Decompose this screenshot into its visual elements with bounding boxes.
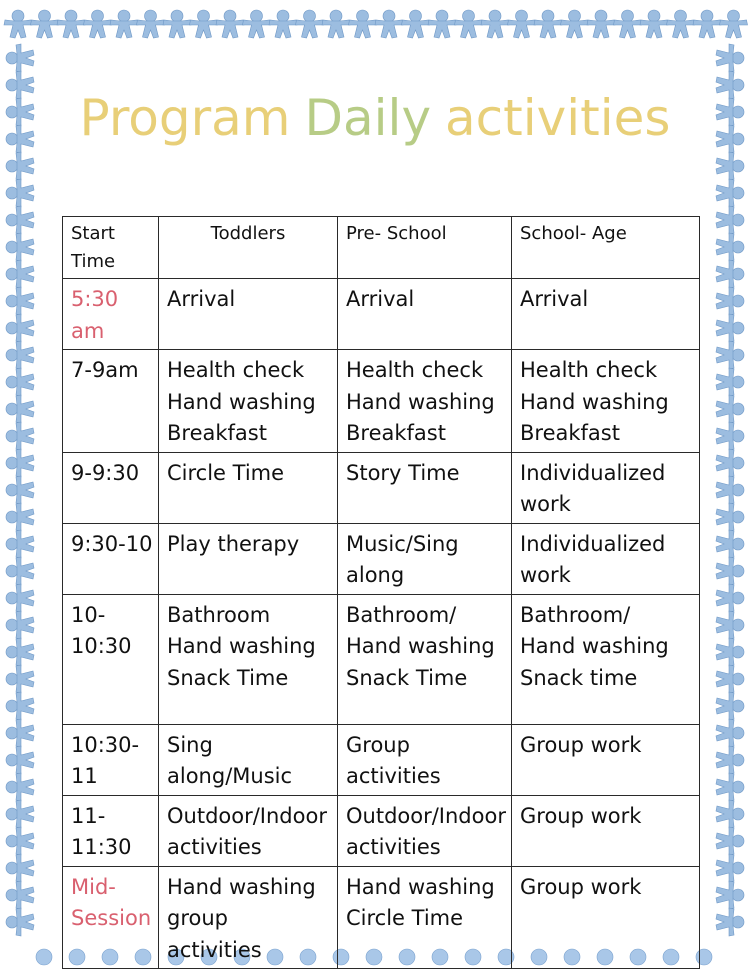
gingerbread-figure: [6, 746, 34, 774]
gingerbread-figure: [6, 422, 34, 450]
table-row: [63, 724, 700, 795]
gingerbread-figure: [716, 152, 744, 180]
gingerbread-figure: [716, 773, 744, 801]
preschool-cell: Group activities: [338, 724, 512, 795]
time-cell: 9-9:30: [63, 452, 159, 523]
header-schoolage: School- Age: [512, 217, 700, 279]
gingerbread-figure: [216, 10, 244, 38]
gingerbread-figure: [716, 746, 744, 774]
gingerbread-figure: [6, 287, 34, 315]
title-word-program: Program: [79, 89, 291, 147]
preschool-cell: Hand washing Circle Time: [338, 866, 512, 969]
gingerbread-figure: [720, 10, 748, 38]
gingerbread-figure: [716, 881, 744, 909]
gingerbread-figure: [587, 10, 615, 38]
toddlers-cell: Health check Hand washing Breakfast: [159, 350, 338, 453]
gingerbread-figure: [6, 773, 34, 801]
gingerbread-figure: [6, 341, 34, 369]
gingerbread-figure: [716, 692, 744, 720]
toddlers-cell: Circle Time: [159, 452, 338, 523]
gingerbread-figure: [716, 341, 744, 369]
toddlers-cell: Bathroom Hand washing Snack Time: [159, 594, 338, 724]
gingerbread-figure: [243, 10, 271, 38]
time-cell: 10:30- 11: [63, 724, 159, 795]
schoolage-cell: Individualized work: [512, 523, 700, 594]
preschool-cell: Arrival: [338, 279, 512, 350]
gingerbread-figure: [481, 10, 509, 38]
gingerbread-figure: [6, 260, 34, 288]
gingerbread-figure: [402, 10, 430, 38]
time-cell: 7-9am: [63, 350, 159, 453]
schoolage-cell: Group work: [512, 866, 700, 969]
title-word-activities: activities: [445, 89, 671, 147]
gingerbread-figure: [6, 395, 34, 423]
gingerbread-figure: [84, 10, 112, 38]
header-toddlers: Toddlers: [159, 217, 338, 279]
gingerbread-figure: [6, 44, 34, 72]
schoolage-cell: Individualized work: [512, 452, 700, 523]
gingerbread-figure: [716, 908, 744, 936]
gingerbread-figure: [6, 476, 34, 504]
time-cell: 5:30 am: [63, 279, 159, 350]
gingerbread-figure: [455, 10, 483, 38]
preschool-cell: Health check Hand washing Breakfast: [338, 350, 512, 453]
gingerbread-figure: [110, 10, 138, 38]
gingerbread-figure: [716, 665, 744, 693]
title-word-daily: Daily: [304, 89, 432, 147]
gingerbread-figure: [561, 10, 589, 38]
preschool-cell: Bathroom/ Hand washing Snack Time: [338, 594, 512, 724]
gingerbread-figure: [6, 206, 34, 234]
gingerbread-figure: [667, 10, 695, 38]
gingerbread-figure: [716, 557, 744, 585]
gingerbread-figure: [6, 557, 34, 585]
gingerbread-figure: [6, 638, 34, 666]
gingerbread-figure: [6, 503, 34, 531]
gingerbread-figure: [269, 10, 297, 38]
gingerbread-figure: [322, 10, 350, 38]
toddlers-cell: Arrival: [159, 279, 338, 350]
schedule-table: [62, 216, 700, 969]
gingerbread-figure: [716, 368, 744, 396]
gingerbread-figure: [716, 719, 744, 747]
gingerbread-figure: [716, 287, 744, 315]
gingerbread-figure: [716, 476, 744, 504]
schoolage-cell: Group work: [512, 724, 700, 795]
gingerbread-figure: [190, 10, 218, 38]
gingerbread-figure: [716, 179, 744, 207]
gingerbread-figure: [57, 10, 85, 38]
gingerbread-figure: [296, 10, 324, 38]
gingerbread-figure: [716, 503, 744, 531]
gingerbread-figure: [534, 10, 562, 38]
header-preschool: Pre- School: [338, 217, 512, 279]
time-cell: Mid- Session: [63, 866, 159, 969]
gingerbread-figure: [6, 152, 34, 180]
time-cell: 11- 11:30: [63, 795, 159, 866]
schoolage-cell: Health check Hand washing Breakfast: [512, 350, 700, 453]
gingerbread-figure: [349, 10, 377, 38]
preschool-cell: Outdoor/Indoor activities: [338, 795, 512, 866]
gingerbread-figure: [6, 827, 34, 855]
gingerbread-figure: [640, 10, 668, 38]
gingerbread-figure: [6, 692, 34, 720]
gingerbread-figure: [716, 611, 744, 639]
gingerbread-figure: [716, 233, 744, 261]
gingerbread-figure: [6, 584, 34, 612]
toddlers-cell: Outdoor/Indoor activities: [159, 795, 338, 866]
gingerbread-figure: [6, 908, 34, 936]
gingerbread-figure: [716, 395, 744, 423]
table-row: [63, 795, 700, 866]
gingerbread-figure: [6, 314, 34, 342]
gingerbread-figure: [6, 233, 34, 261]
gingerbread-figure: [163, 10, 191, 38]
gingerbread-figure: [6, 881, 34, 909]
gingerbread-figure: [6, 449, 34, 477]
gingerbread-figure: [716, 800, 744, 828]
gingerbread-figure: [716, 530, 744, 558]
gingerbread-figure: [716, 206, 744, 234]
gingerbread-figure: [508, 10, 536, 38]
gingerbread-figure: [137, 10, 165, 38]
toddlers-cell: Play therapy: [159, 523, 338, 594]
gingerbread-figure: [375, 10, 403, 38]
schoolage-cell: Group work: [512, 795, 700, 866]
gingerbread-head: [36, 949, 52, 965]
gingerbread-figure: [31, 10, 59, 38]
table-row: [63, 350, 700, 453]
gingerbread-figure: [716, 260, 744, 288]
header-row: [63, 217, 700, 279]
gingerbread-figure: [716, 827, 744, 855]
schoolage-cell: Arrival: [512, 279, 700, 350]
gingerbread-figure: [6, 368, 34, 396]
time-cell: 10- 10:30: [63, 594, 159, 724]
gingerbread-figure: [716, 449, 744, 477]
toddlers-cell: Sing along/Music: [159, 724, 338, 795]
gingerbread-figure: [4, 10, 32, 38]
table-row: [63, 523, 700, 594]
gingerbread-figure: [6, 530, 34, 558]
header-start-time: Start Time: [63, 217, 159, 279]
toddlers-cell: Hand washing group activities: [159, 866, 338, 969]
table-row: [63, 279, 700, 350]
gingerbread-figure: [428, 10, 456, 38]
table-row: [63, 594, 700, 724]
preschool-cell: Music/Sing along: [338, 523, 512, 594]
gingerbread-figure: [6, 611, 34, 639]
time-cell: 9:30-10: [63, 523, 159, 594]
preschool-cell: Story Time: [338, 452, 512, 523]
table-row: [63, 866, 700, 969]
page-title: [0, 86, 750, 150]
gingerbread-figure: [6, 800, 34, 828]
gingerbread-figure: [6, 719, 34, 747]
gingerbread-figure: [6, 854, 34, 882]
gingerbread-figure: [716, 638, 744, 666]
gingerbread-figure: [716, 44, 744, 72]
table-row: [63, 452, 700, 523]
gingerbread-figure: [6, 179, 34, 207]
gingerbread-figure: [716, 854, 744, 882]
gingerbread-figure: [716, 584, 744, 612]
gingerbread-figure: [6, 665, 34, 693]
gingerbread-figure: [716, 314, 744, 342]
gingerbread-figure: [693, 10, 721, 38]
schoolage-cell: Bathroom/ Hand washing Snack time: [512, 594, 700, 724]
gingerbread-figure: [614, 10, 642, 38]
gingerbread-figure: [716, 422, 744, 450]
